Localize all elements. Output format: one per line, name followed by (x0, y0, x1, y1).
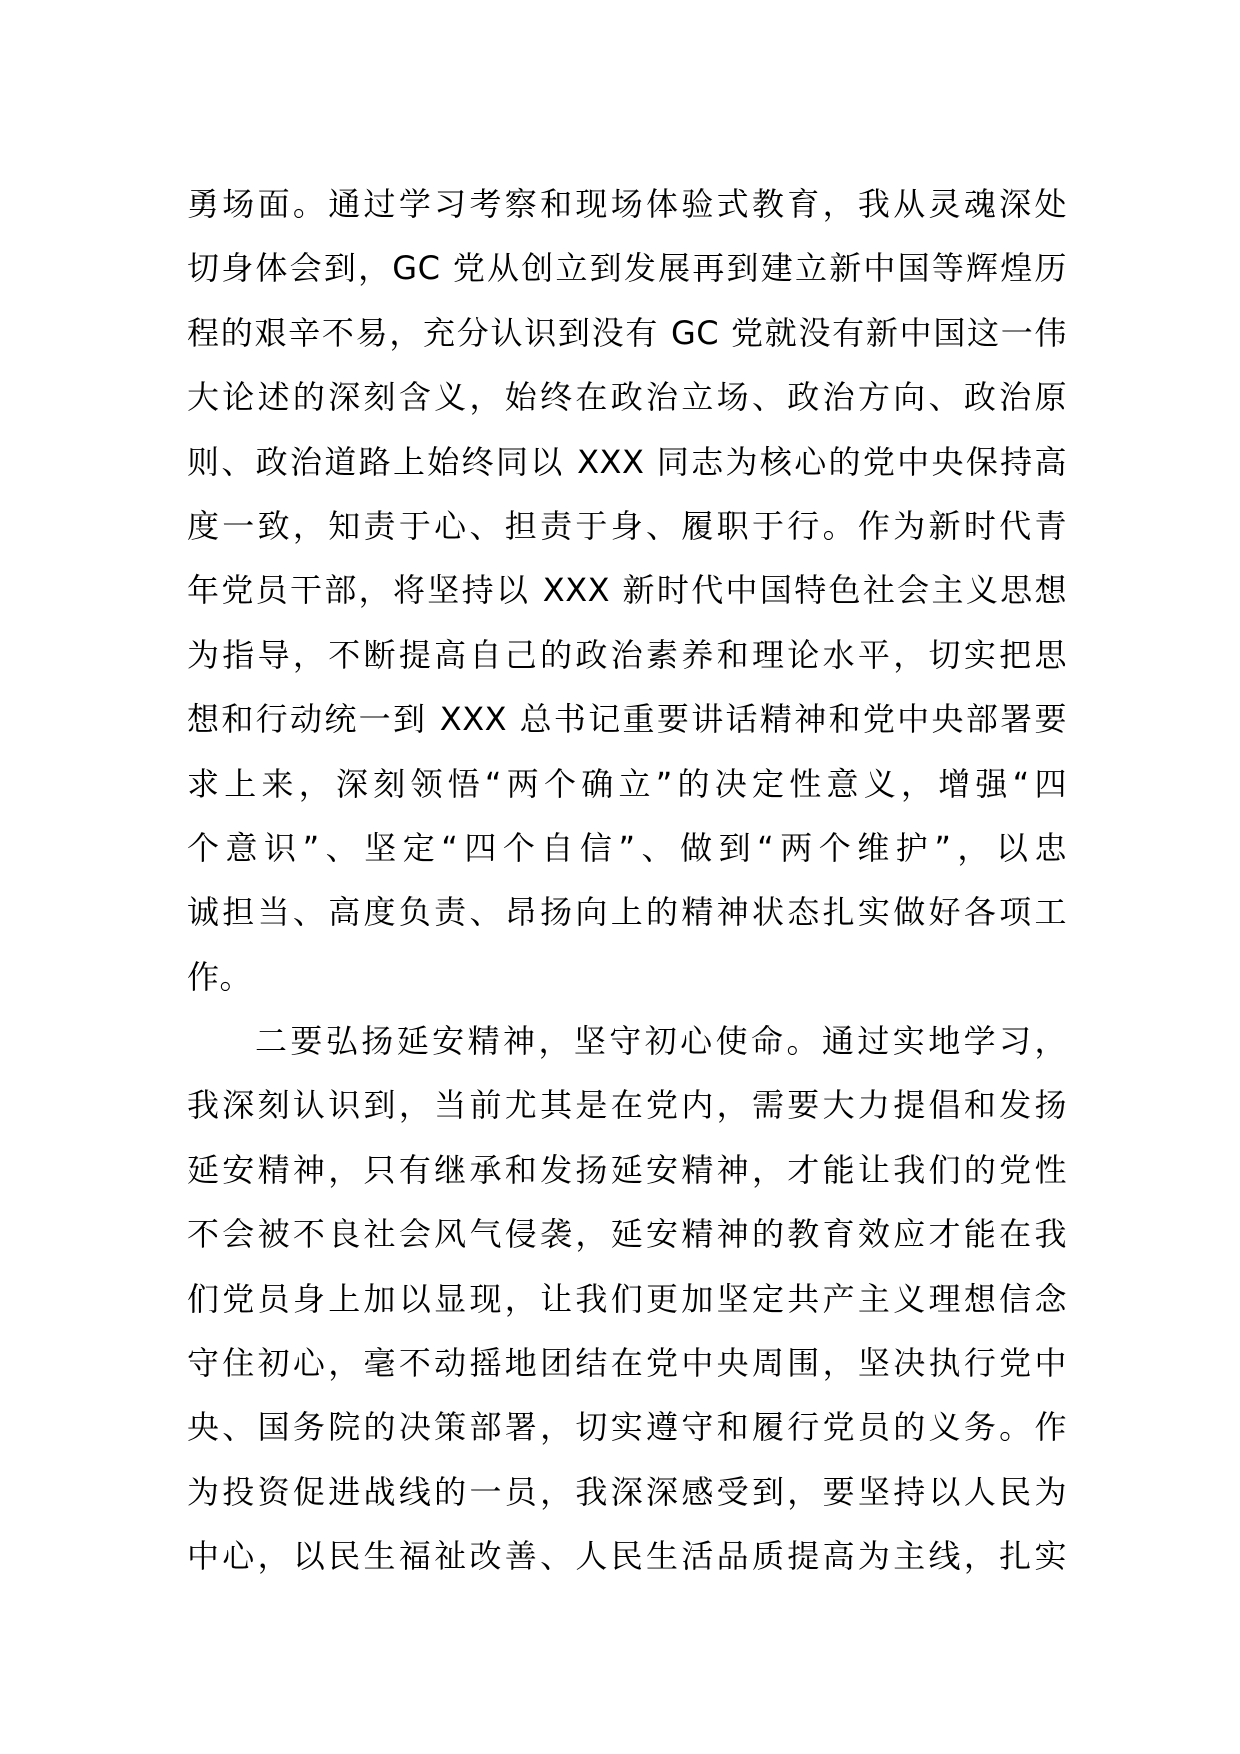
text-line: 们党员身上加以显现，让我们更加坚定共产主义理想信念 (187, 1279, 1067, 1318)
text-line: 为投资促进战线的一员，我深深感受到，要坚持以人民为 (187, 1472, 1067, 1511)
text-line: 则、政治道路上始终同以 XXX 同志为核心的党中央保持高 (187, 442, 1067, 481)
text-line: 度一致，知责于心、担责于身、履职于行。作为新时代青 (187, 506, 1067, 545)
text-line: 大论述的深刻含义，始终在政治立场、政治方向、政治原 (187, 378, 1067, 417)
text-line: 年党员干部，将坚持以 XXX 新时代中国特色社会主义思想 (187, 571, 1067, 610)
text-line: 个意识”、坚定“四个自信”、做到“两个维护”，以忠 (187, 828, 1067, 867)
text-line: 不会被不良社会风气侵袭，延安精神的教育效应才能在我 (187, 1215, 1067, 1254)
text-line: 求上来，深刻领悟“两个确立”的决定性意义，增强“四 (187, 764, 1067, 803)
text-line: 程的艰辛不易，充分认识到没有 GC 党就没有新中国这一伟 (187, 313, 1067, 352)
text-line: 中心，以民生福祉改善、人民生活品质提高为主线，扎实 (187, 1537, 1067, 1576)
text-line: 作。 (187, 957, 253, 996)
text-line: 切身体会到，GC 党从创立到发展再到建立新中国等辉煌历 (187, 249, 1067, 288)
text-line: 二要弘扬延安精神，坚守初心使命。通过实地学习， (255, 1022, 1067, 1061)
text-line: 守住初心，毫不动摇地团结在党中央周围，坚决执行党中 (187, 1344, 1067, 1383)
text-line: 我深刻认识到，当前尤其是在党内，需要大力提倡和发扬 (187, 1086, 1067, 1125)
text-line: 勇场面。通过学习考察和现场体验式教育，我从灵魂深处 (187, 185, 1067, 223)
text-line: 想和行动统一到 XXX 总书记重要讲话精神和党中央部署要 (187, 700, 1067, 739)
text-line: 诚担当、高度负责、昂扬向上的精神状态扎实做好各项工 (187, 893, 1067, 932)
body-text (187, 172, 1067, 1589)
text-line: 央、国务院的决策部署，切实遵守和履行党员的义务。作 (187, 1408, 1067, 1447)
text-line: 延安精神，只有继承和发扬延安精神，才能让我们的党性 (187, 1150, 1067, 1189)
text-line: 为指导，不断提高自己的政治素养和理论水平，切实把思 (187, 635, 1067, 674)
